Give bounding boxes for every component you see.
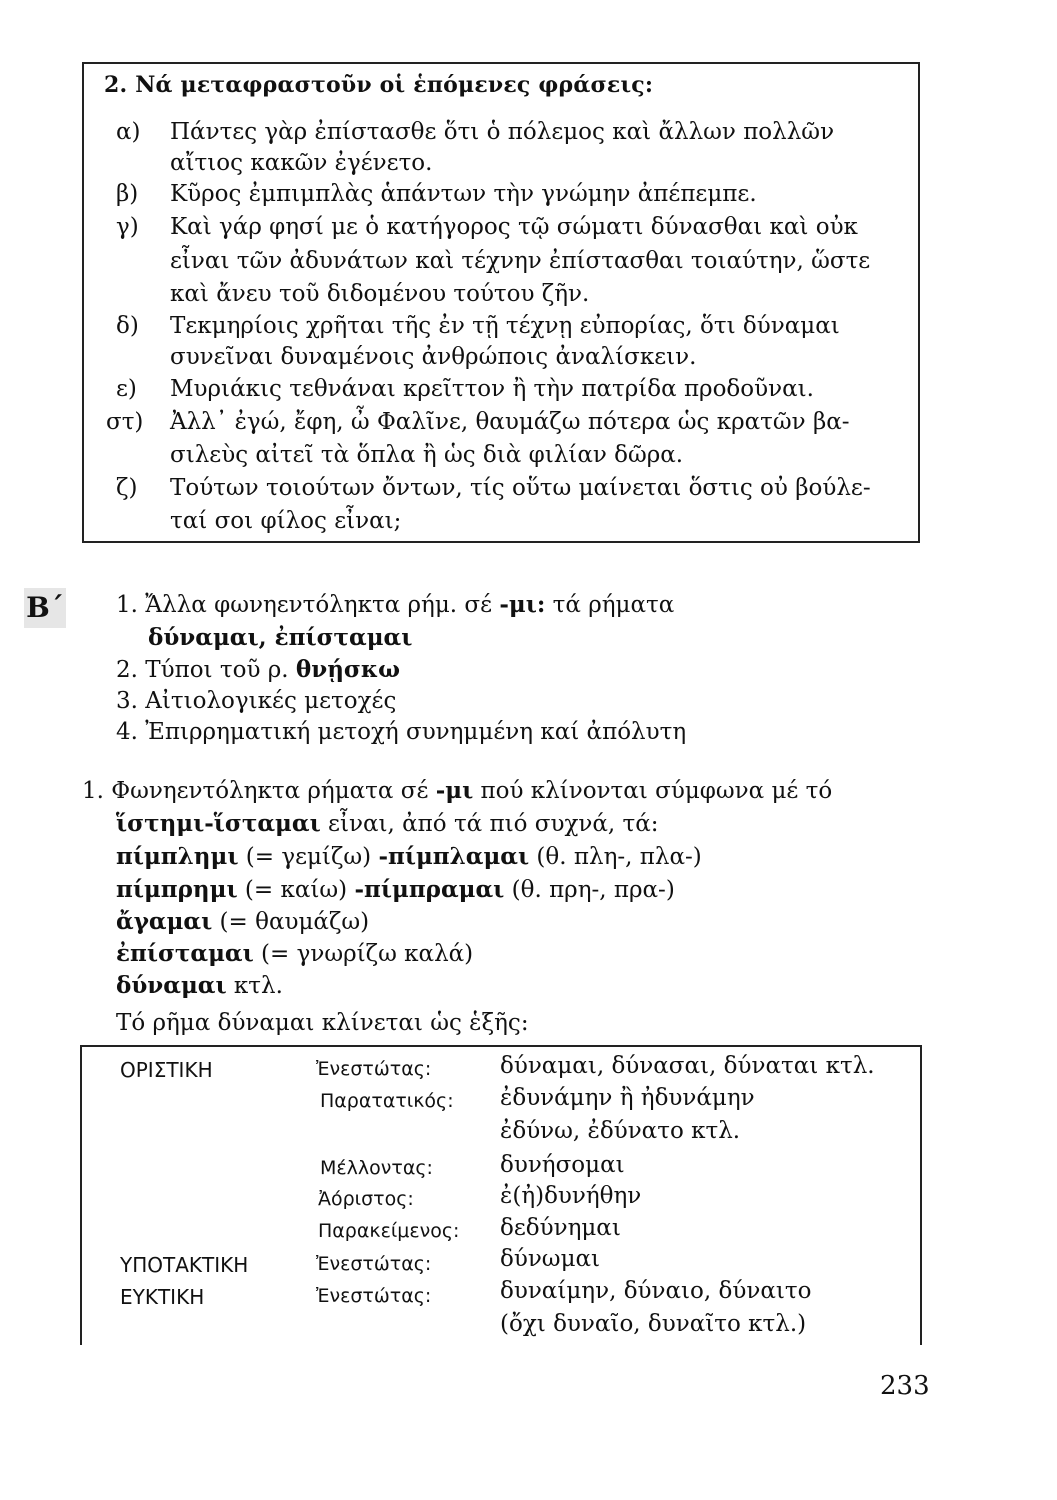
topic-3 (116, 686, 396, 716)
verb-4-bold: ἐπίσταμαι (116, 940, 254, 967)
item-st-line-1: Ἀλλ᾽ ἐγώ, ἔφη, ὦ Φαλῖνε, θαυμάζω πότερα ὡς κρατῶν βα- (170, 409, 850, 435)
item-label-e: ε) (116, 376, 137, 402)
tense-imperfect: Παρατατικός: (320, 1090, 454, 1112)
conjugation-intro: Τό ρῆμα δύναμαι κλίνεται ὡς ἑξῆς: (116, 1010, 529, 1036)
topic-4-text: Ἐπιρρηματική μετοχή συνημμένη καί ἀπόλυτη (145, 719, 687, 745)
body-line-1 (82, 776, 832, 806)
verb-5-bold: δύναμαι (116, 972, 227, 999)
forms-imperfect-1: ἐδυνάμην ἢ ἠδυνάμην (500, 1085, 755, 1111)
item-label-st: στ) (106, 409, 144, 435)
verb-2-mid: (= καίω) (237, 877, 355, 903)
tense-optative-present: Ἐνεστώτας: (316, 1285, 432, 1307)
verb-3-bold: ἄγαμαι (116, 908, 213, 935)
item-label-d: δ) (116, 313, 139, 339)
topic-1-rest: τά ρήματα (545, 592, 675, 618)
verb-line-1 (116, 842, 702, 872)
exercise-title: 2. Νά μεταφραστοῦν οἱ ἑπόμενες φράσεις: (104, 72, 654, 98)
verb-1-mid: (= γεμίζω) (238, 844, 379, 870)
verb-3-end: (= θαυμάζω) (212, 909, 370, 935)
body-line-1-text: Φωνηεντόληκτα ρήματα σέ (111, 778, 436, 804)
forms-optative-1: δυναίμην, δύναιο, δύναιτο (500, 1278, 812, 1304)
body-line-2 (116, 809, 659, 839)
item-label-c: γ) (116, 214, 139, 240)
item-a-line-1: Πάντες γὰρ ἐπίστασθε ὅτι ὁ πόλεμος καὶ ἄλλων πολλῶν (170, 119, 835, 145)
verb-2-end: (θ. πρη-, πρα-) (504, 877, 675, 903)
item-c-line-3: καὶ ἄνευ τοῦ διδομένου τούτου ζῆν. (170, 281, 590, 307)
forms-imperfect-2: ἐδύνω, ἐδύνατο κτλ. (500, 1118, 741, 1144)
topic-2-text: Τύποι τοῦ ρ. (145, 657, 296, 683)
verb-1-bold-2: -πίμπλαμαι (378, 843, 530, 870)
item-label-b: β) (116, 181, 139, 207)
forms-perfect: δεδύνημαι (500, 1215, 621, 1241)
item-st-line-2: σιλεὺς αἰτεῖ τὰ ὅπλα ἢ ὡς διὰ φιλίαν δῶρα. (170, 442, 684, 468)
body-line-2-bold: ἵστημι-ἵσταμαι (116, 810, 321, 837)
topic-2-number: 2. (116, 657, 138, 683)
section-marker: Β΄ (24, 588, 66, 628)
item-e-line-1: Μυριάκις τεθνάναι κρεῖττον ἢ τὴν πατρίδα προδοῦναι. (170, 376, 814, 402)
body-line-2-text: εἶναι, ἀπό τά πιό συχνά, τά: (320, 811, 659, 837)
mood-subjunctive: ΥΠΟΤΑΚΤΙΚΗ (120, 1253, 249, 1277)
topic-1-number: 1. (116, 592, 138, 618)
item-b-line-1: Κῦρος ἐμπιμπλὰς ἁπάντων τὴν γνώμην ἀπέπεμπε. (170, 181, 757, 207)
verb-4-end: (= γνωρίζω καλά) (253, 941, 474, 967)
tense-present: Ἐνεστώτας: (316, 1058, 432, 1080)
item-label-z: ζ) (116, 475, 138, 501)
verb-2-bold-2: -πίμπραμαι (354, 876, 505, 903)
verb-1-end: (θ. πλη-, πλα-) (529, 844, 702, 870)
item-z-line-2: ταί σοι φίλος εἶναι; (170, 508, 402, 534)
topic-1-line-2: δύναμαι, ἐπίσταμαι (148, 624, 413, 651)
item-label-a: α) (116, 119, 141, 145)
verb-1-bold: πίμπλημι (116, 843, 239, 870)
item-z-line-1: Τούτων τοιούτων ὄντων, τίς οὕτω μαίνεται ὅστις οὐ βούλε- (170, 475, 871, 501)
topic-2-bold: θνῄσκω (295, 656, 401, 683)
topic-1-bold: -μι: (499, 591, 546, 618)
topic-1 (116, 590, 674, 620)
topic-3-number: 3. (116, 688, 138, 714)
forms-subjunctive: δύνωμαι (500, 1246, 601, 1272)
tense-future: Μέλλοντας: (320, 1157, 433, 1179)
body-number: 1. (82, 778, 104, 804)
verb-line-2 (116, 875, 675, 905)
item-d-line-1: Τεκμηρίοις χρῆται τῆς ἐν τῇ τέχνῃ εὐπορίας, ὅτι δύναμαι (170, 313, 840, 339)
item-d-line-2: συνεῖναι δυναμένοις ἀνθρώποις ἀναλίσκειν. (170, 344, 697, 370)
tense-subjunctive-present: Ἐνεστώτας: (316, 1253, 432, 1275)
tense-aorist: Ἀόριστος: (318, 1188, 414, 1210)
forms-present: δύναμαι, δύνασαι, δύναται κτλ. (500, 1053, 875, 1079)
forms-future: δυνήσομαι (500, 1152, 625, 1178)
verb-2-bold: πίμπρημι (116, 876, 238, 903)
mood-indicative: ΟΡΙΣΤΙΚΗ (120, 1058, 213, 1082)
verb-line-3 (116, 907, 369, 937)
page-number: 233 (880, 1371, 930, 1401)
tense-perfect: Παρακείμενος: (318, 1220, 460, 1242)
verb-line-4 (116, 939, 473, 969)
topic-4-number: 4. (116, 719, 138, 745)
item-c-line-2: εἶναι τῶν ἀδυνάτων καὶ τέχνην ἐπίστασθαι τοιαύτην, ὥστε (170, 248, 871, 274)
mood-optative: ΕΥΚΤΙΚΗ (120, 1285, 205, 1309)
forms-optative-2: (ὄχι δυναῖο, δυναῖτο κτλ.) (500, 1311, 807, 1337)
item-a-line-2: αἴτιος κακῶν ἐγένετο. (170, 150, 433, 176)
body-line-1-bold: -μι (435, 777, 474, 804)
verb-5-end: κτλ. (226, 973, 283, 999)
item-c-line-1: Καὶ γάρ φησί με ὁ κατήγορος τῷ σώματι δύνασθαι καὶ οὐκ (170, 214, 858, 240)
topic-4 (116, 717, 686, 747)
body-line-1-rest: πού κλίνονται σύμφωνα μέ τό (473, 778, 833, 804)
topic-3-text: Αἰτιολογικές μετοχές (145, 688, 397, 714)
forms-aorist: ἐ(ἠ)δυνήθην (500, 1183, 642, 1209)
verb-line-5 (116, 971, 283, 1001)
topic-2 (116, 655, 400, 685)
topic-1-text: Ἄλλα φωνηεντόληκτα ρήμ. σέ (145, 592, 500, 618)
